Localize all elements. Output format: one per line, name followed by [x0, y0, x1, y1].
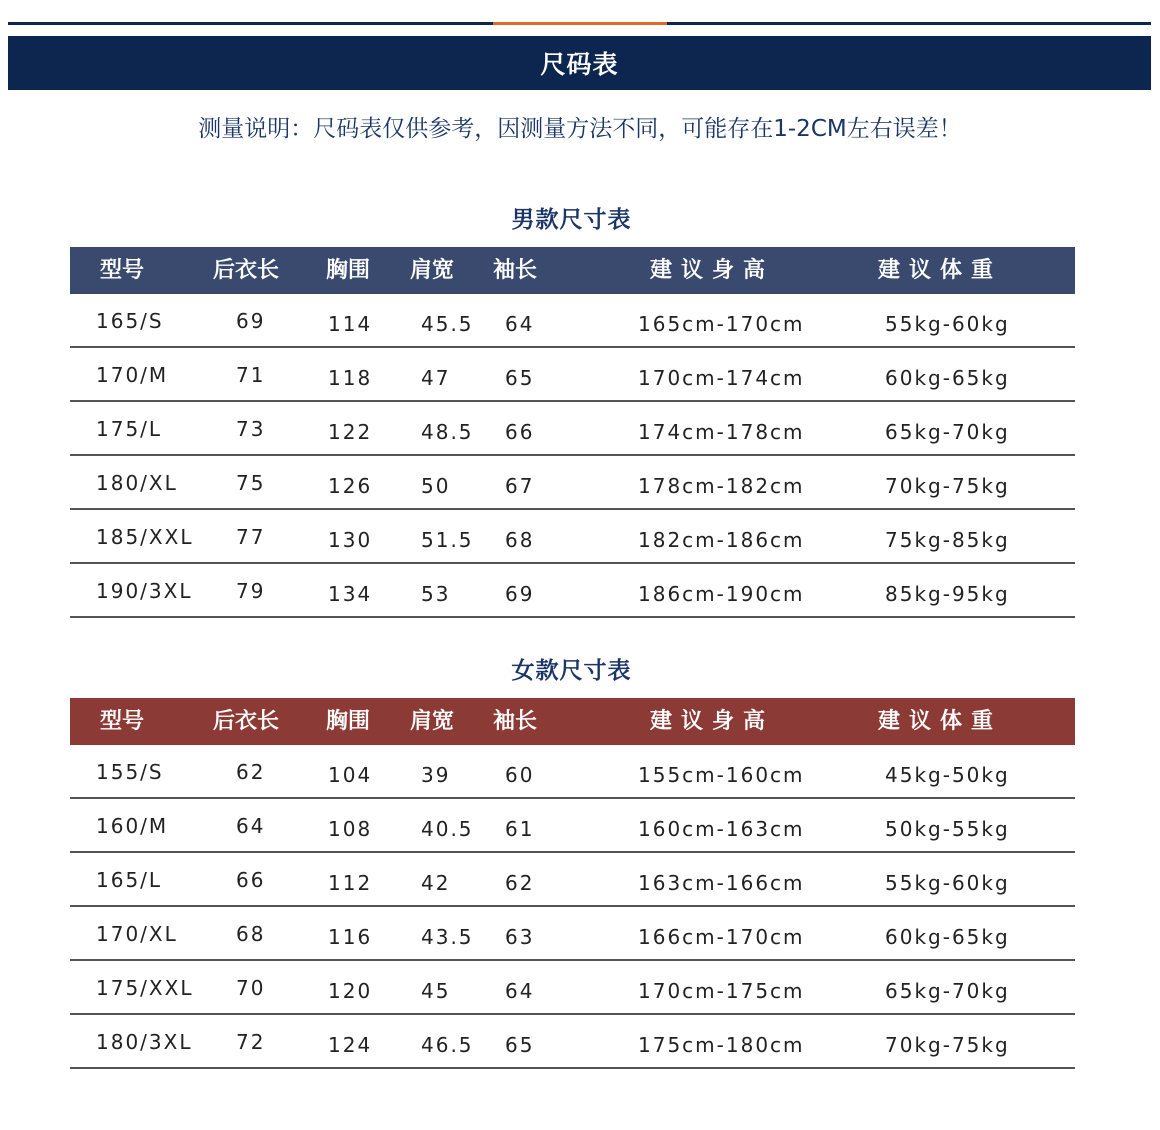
cell-model: 165/S	[96, 309, 164, 333]
cell-shoulder: 50	[421, 474, 451, 498]
cell-model: 180/3XL	[96, 1030, 193, 1054]
header-back-length: 后衣长	[213, 258, 280, 283]
top-accent-line	[493, 22, 667, 25]
cell-shoulder: 48.5	[421, 420, 474, 444]
cell-sleeve: 62	[505, 871, 535, 895]
cell-back-length: 77	[236, 525, 266, 549]
cell-shoulder: 42	[421, 871, 451, 895]
cell-back-length: 68	[236, 922, 266, 946]
cell-shoulder: 46.5	[421, 1033, 474, 1057]
table-row	[70, 853, 1075, 907]
cell-model: 160/M	[96, 814, 169, 838]
table-row	[70, 348, 1075, 402]
table-row	[70, 510, 1075, 564]
cell-back-length: 79	[236, 579, 266, 603]
cell-weight: 50kg-55kg	[885, 817, 1010, 841]
cell-weight: 65kg-70kg	[885, 420, 1010, 444]
table-row	[70, 564, 1075, 618]
cell-height: 166cm-170cm	[638, 925, 805, 949]
cell-shoulder: 53	[421, 582, 451, 606]
cell-chest: 112	[328, 871, 373, 895]
cell-model: 180/XL	[96, 471, 178, 495]
page-title: 尺码表	[540, 50, 619, 79]
table-row	[70, 1015, 1075, 1069]
cell-model: 165/L	[96, 868, 163, 892]
cell-height: 186cm-190cm	[638, 582, 805, 606]
header-sleeve: 袖长	[493, 709, 538, 734]
men-table-title: 男款尺寸表	[511, 207, 632, 233]
table-row	[70, 402, 1075, 456]
header-shoulder: 肩宽	[410, 709, 455, 734]
cell-height: 160cm-163cm	[638, 817, 805, 841]
cell-chest: 116	[328, 925, 373, 949]
cell-chest: 126	[328, 474, 373, 498]
header-chest: 胸围	[326, 258, 371, 283]
header-model: 型号	[100, 709, 145, 734]
cell-back-length: 73	[236, 417, 266, 441]
cell-sleeve: 60	[505, 763, 535, 787]
cell-model: 175/L	[96, 417, 163, 441]
header-sleeve: 袖长	[493, 258, 538, 283]
cell-model: 170/XL	[96, 922, 178, 946]
cell-height: 163cm-166cm	[638, 871, 805, 895]
cell-chest: 104	[328, 763, 373, 787]
cell-back-length: 75	[236, 471, 266, 495]
cell-height: 165cm-170cm	[638, 312, 805, 336]
cell-shoulder: 51.5	[421, 528, 474, 552]
table-row	[70, 961, 1075, 1015]
cell-height: 155cm-160cm	[638, 763, 805, 787]
cell-weight: 60kg-65kg	[885, 366, 1010, 390]
table-row	[70, 799, 1075, 853]
header-chest: 胸围	[326, 709, 371, 734]
table-row	[70, 456, 1075, 510]
table-row	[70, 745, 1075, 799]
header-shoulder: 肩宽	[410, 258, 455, 283]
page-title-banner	[8, 36, 1151, 90]
cell-back-length: 69	[236, 309, 266, 333]
cell-chest: 108	[328, 817, 373, 841]
cell-sleeve: 61	[505, 817, 535, 841]
cell-chest: 130	[328, 528, 373, 552]
cell-weight: 65kg-70kg	[885, 979, 1010, 1003]
cell-weight: 70kg-75kg	[885, 1033, 1010, 1057]
cell-weight: 55kg-60kg	[885, 312, 1010, 336]
cell-height: 182cm-186cm	[638, 528, 805, 552]
header-back-length: 后衣长	[213, 709, 280, 734]
cell-sleeve: 67	[505, 474, 535, 498]
cell-weight: 85kg-95kg	[885, 582, 1010, 606]
cell-back-length: 71	[236, 363, 266, 387]
cell-chest: 118	[328, 366, 373, 390]
cell-sleeve: 65	[505, 366, 535, 390]
cell-height: 178cm-182cm	[638, 474, 805, 498]
header-model: 型号	[100, 258, 145, 283]
cell-weight: 55kg-60kg	[885, 871, 1010, 895]
women-table-title: 女款尺寸表	[511, 658, 632, 684]
table-row	[70, 907, 1075, 961]
cell-chest: 114	[328, 312, 373, 336]
cell-sleeve: 65	[505, 1033, 535, 1057]
cell-model: 175/XXL	[96, 976, 194, 1000]
cell-chest: 124	[328, 1033, 373, 1057]
cell-back-length: 66	[236, 868, 266, 892]
cell-sleeve: 66	[505, 420, 535, 444]
cell-weight: 75kg-85kg	[885, 528, 1010, 552]
cell-weight: 45kg-50kg	[885, 763, 1010, 787]
cell-back-length: 70	[236, 976, 266, 1000]
cell-chest: 120	[328, 979, 373, 1003]
header-height: 建议身高	[650, 709, 775, 734]
cell-sleeve: 69	[505, 582, 535, 606]
table-row	[70, 294, 1075, 348]
men-size-table	[70, 247, 1075, 618]
cell-shoulder: 39	[421, 763, 451, 787]
cell-sleeve: 64	[505, 979, 535, 1003]
cell-shoulder: 45.5	[421, 312, 474, 336]
women-size-table	[70, 698, 1075, 1069]
cell-back-length: 64	[236, 814, 266, 838]
cell-shoulder: 40.5	[421, 817, 474, 841]
cell-back-length: 62	[236, 760, 266, 784]
cell-model: 170/M	[96, 363, 169, 387]
cell-chest: 134	[328, 582, 373, 606]
cell-model: 155/S	[96, 760, 164, 784]
cell-back-length: 72	[236, 1030, 266, 1054]
cell-shoulder: 47	[421, 366, 451, 390]
cell-height: 170cm-175cm	[638, 979, 805, 1003]
cell-height: 170cm-174cm	[638, 366, 805, 390]
women-table-header	[70, 698, 1075, 745]
cell-height: 174cm-178cm	[638, 420, 805, 444]
men-table-header	[70, 247, 1075, 294]
measurement-note: 测量说明：尺码表仅供参考，因测量方法不同，可能存在1-2CM左右误差！	[198, 116, 962, 142]
header-weight: 建议体重	[878, 709, 1003, 734]
cell-model: 185/XXL	[96, 525, 194, 549]
cell-height: 175cm-180cm	[638, 1033, 805, 1057]
header-weight: 建议体重	[878, 258, 1003, 283]
cell-shoulder: 43.5	[421, 925, 474, 949]
header-height: 建议身高	[650, 258, 775, 283]
cell-sleeve: 68	[505, 528, 535, 552]
cell-weight: 60kg-65kg	[885, 925, 1010, 949]
cell-sleeve: 64	[505, 312, 535, 336]
cell-shoulder: 45	[421, 979, 451, 1003]
cell-model: 190/3XL	[96, 579, 193, 603]
cell-weight: 70kg-75kg	[885, 474, 1010, 498]
cell-chest: 122	[328, 420, 373, 444]
cell-sleeve: 63	[505, 925, 535, 949]
